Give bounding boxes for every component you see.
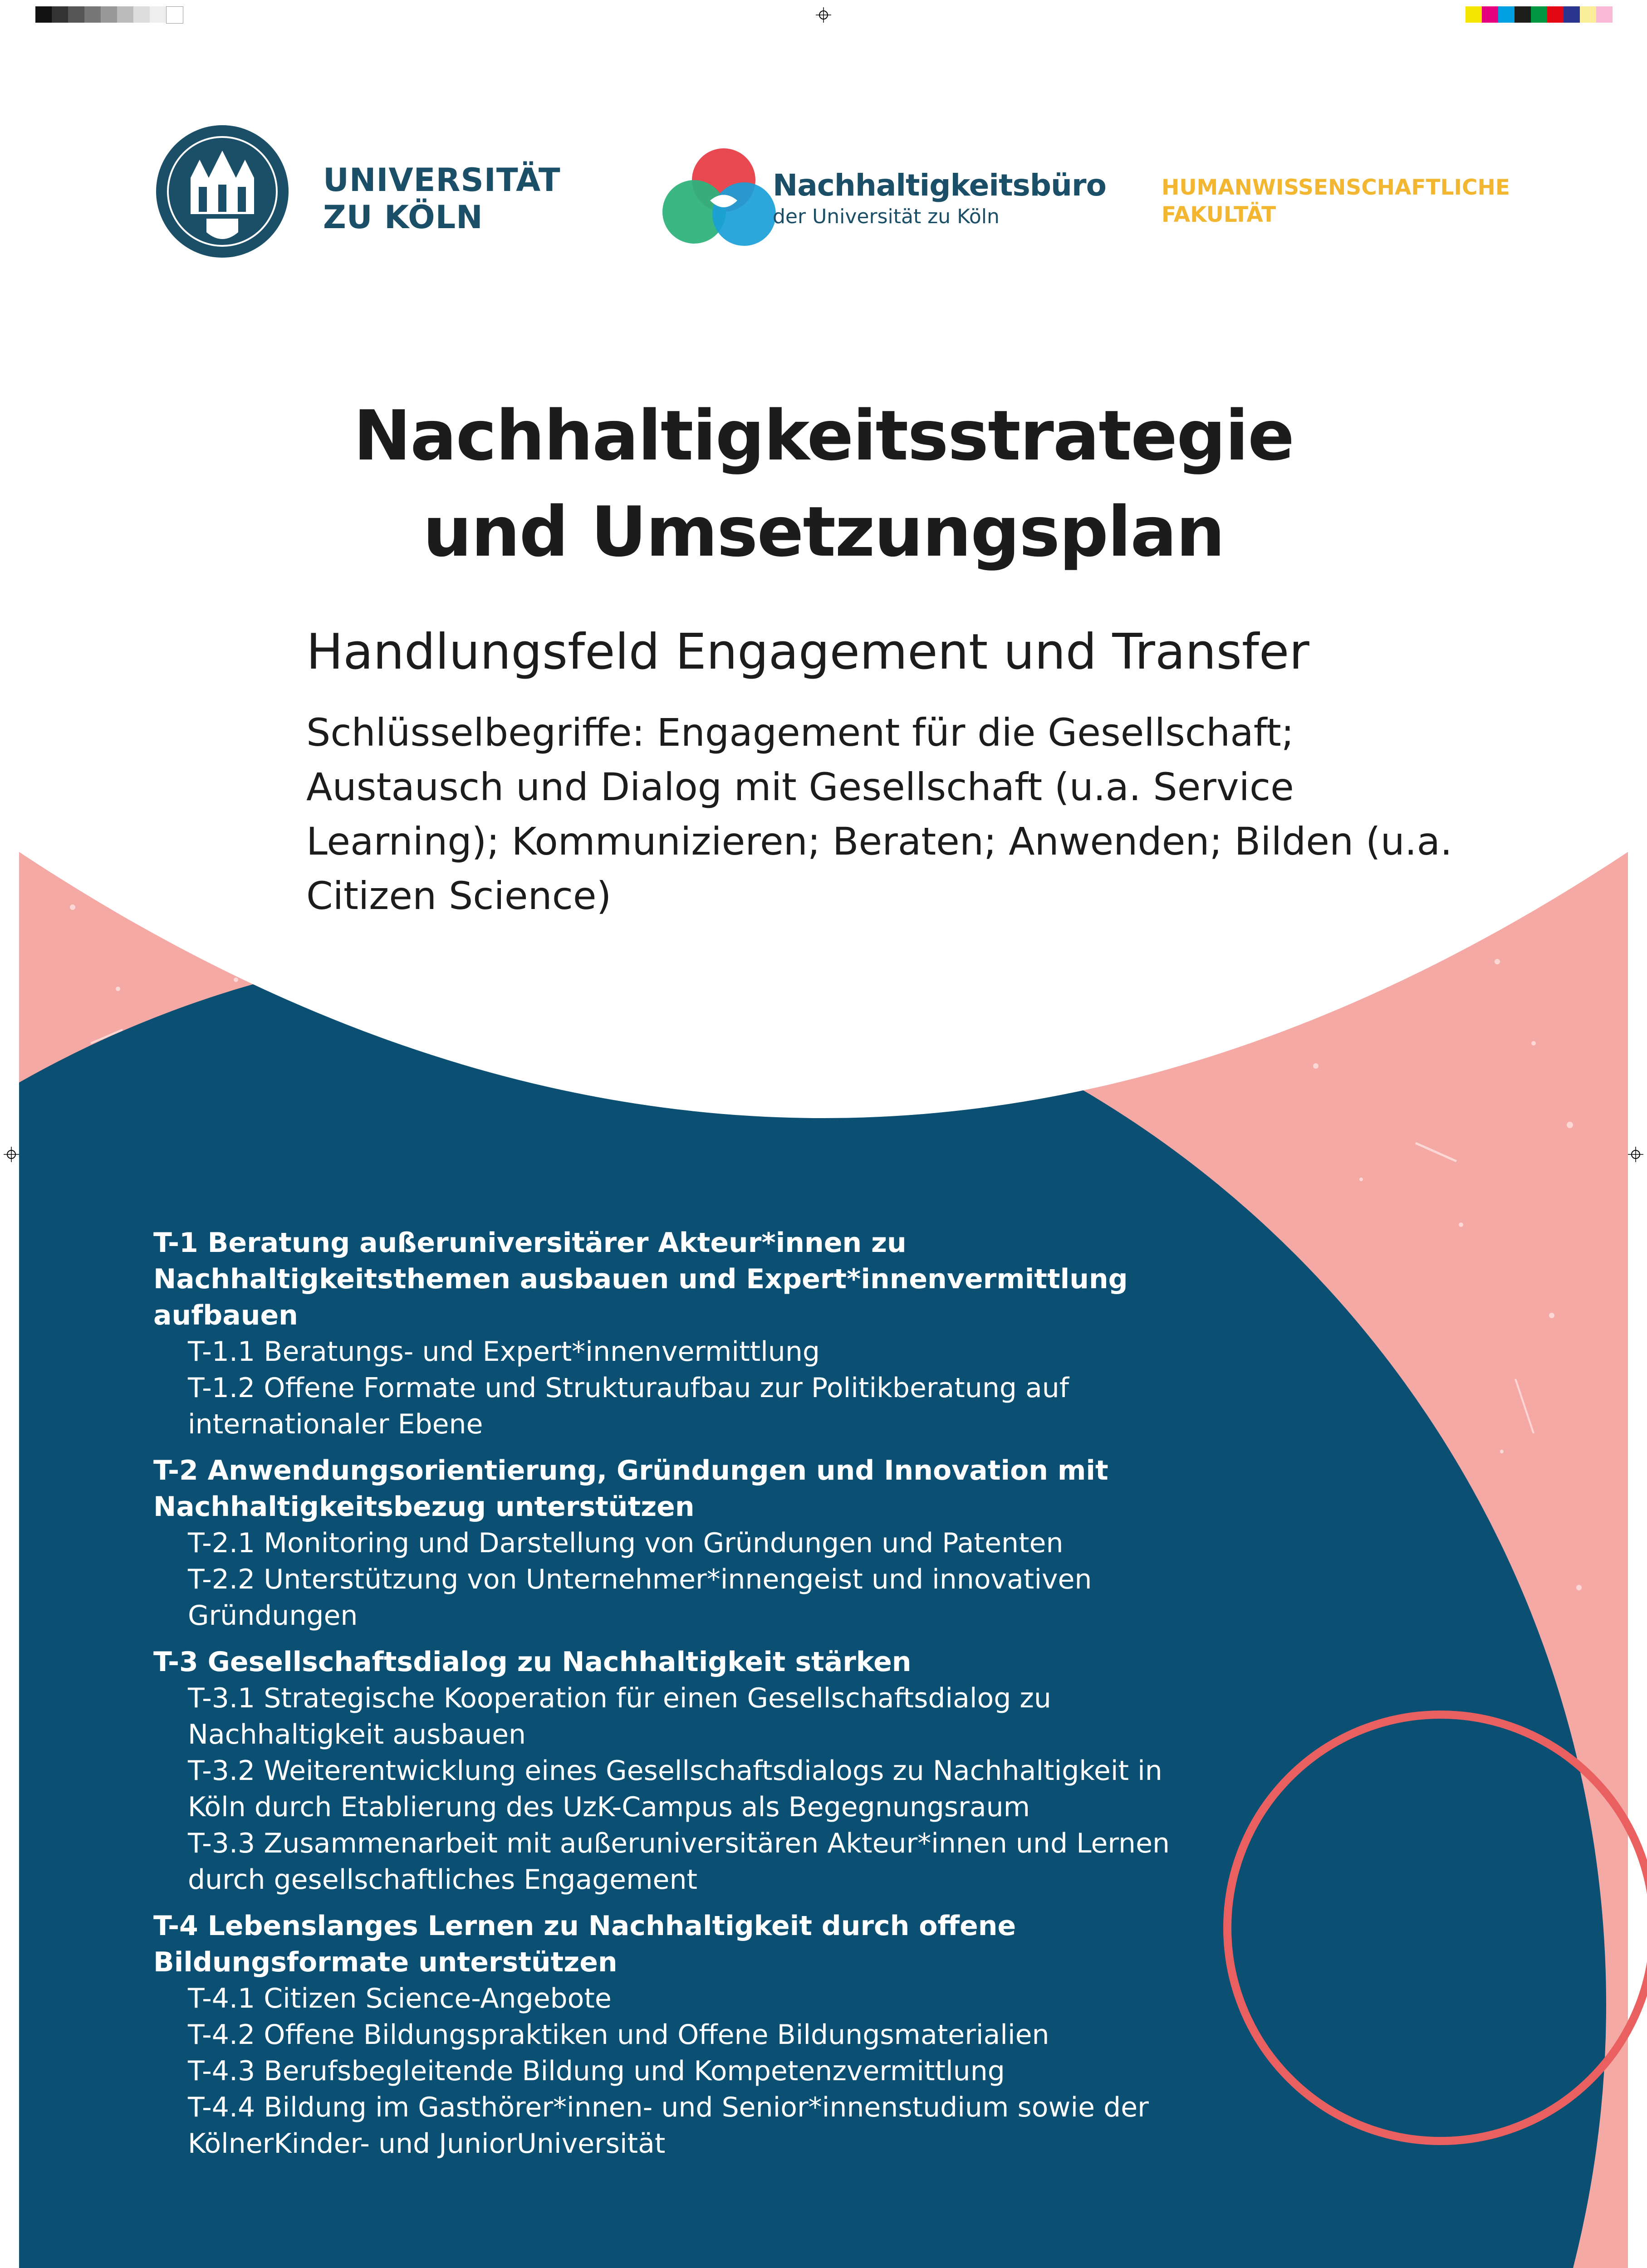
list-item: T-3.3 Zusammenarbeit mit außeruniversitären Akteur*innen und Lernen durch gesellschaftliches Engagement: [188, 1828, 1170, 1896]
action-list: [153, 1225, 1197, 2172]
list-item: T-2.2 Unterstützung von Unternehmer*innengeist und innovativen Gründungen: [188, 1564, 1092, 1632]
grayscale-calibration-strip: [35, 6, 183, 23]
faculty-name: HUMANWISSENSCHAFTLICHE FAKULTÄT: [1162, 175, 1510, 227]
color-calibration-strip: [1466, 6, 1613, 23]
left-margin-white: [0, 0, 19, 2268]
list-item: T-3.1 Strategische Kooperation für einen Gesellschaftsdialog zu Nachhaltigkeit ausbauen: [188, 1682, 1051, 1750]
section-t3: [153, 1644, 1197, 1898]
list-item: T-4.2 Offene Bildungspraktiken und Offene Bildungsmaterialien: [188, 2019, 1049, 2051]
university-seal-icon: [154, 123, 290, 259]
section-heading: T-1 Beratung außeruniversitärer Akteur*innen zu Nachhaltigkeitsthemen ausbauen und Expert*innenvermittlung aufbauen: [153, 1227, 1128, 1331]
registration-mark-icon: [816, 7, 831, 23]
university-name: UNIVERSITÄT ZU KÖLN: [323, 161, 561, 236]
section-heading: T-4 Lebenslanges Lernen zu Nachhaltigkeit durch offene Bildungsformate unterstützen: [153, 1910, 1016, 1978]
list-item: T-4.3 Berufsbegleitende Bildung und Kompetenzvermittlung: [188, 2055, 1005, 2087]
three-circles-logo-icon: [656, 146, 783, 250]
right-margin-white: [1628, 0, 1647, 2268]
keywords-text: Schlüsselbegriffe: Engagement für die Gesellschaft; Austausch und Dialog mit Gesellschaft (u.a. Service Learning); Kommunizieren; Beraten; Anwenden; Bilden (u.a. Citizen Science): [306, 710, 1452, 918]
office-subtitle: der Universität zu Köln: [773, 205, 1000, 228]
poster-subtitle: Handlungsfeld Engagement und Transfer: [306, 624, 1309, 680]
section-heading: T-3 Gesellschaftsdialog zu Nachhaltigkeit stärken: [153, 1646, 912, 1678]
section-t2: [153, 1452, 1197, 1634]
list-item: T-4.4 Bildung im Gasthörer*innen- und Senior*innenstudium sowie der KölnerKinder- und JuniorUniversität: [188, 2092, 1149, 2160]
list-item: T-1.1 Beratungs- und Expert*innenvermittlung: [188, 1336, 820, 1368]
poster-title: Nachhaltigkeitsstrategie und Umsetzungsplan: [353, 396, 1294, 572]
registration-mark-icon: [4, 1147, 19, 1162]
section-heading: T-2 Anwendungsorientierung, Gründungen und Innovation mit Nachhaltigkeitsbezug unterstützen: [153, 1455, 1108, 1523]
office-title: Nachhaltigkeitsbüro: [773, 168, 1106, 203]
list-item: T-3.2 Weiterentwicklung eines Gesellschaftsdialogs zu Nachhaltigkeit in Köln durch Etablierung des UzK-Campus als Begegnungsraum: [188, 1755, 1162, 1823]
list-item: T-4.1 Citizen Science-Angebote: [188, 1983, 612, 2014]
section-t1: [153, 1225, 1197, 1442]
section-t4: [153, 1908, 1197, 2162]
list-item: T-1.2 Offene Formate und Strukturaufbau zur Politikberatung auf internationaler Ebene: [188, 1372, 1069, 1440]
registration-mark-icon: [1628, 1147, 1643, 1162]
list-item: T-2.1 Monitoring und Darstellung von Gründungen und Patenten: [188, 1527, 1064, 1559]
